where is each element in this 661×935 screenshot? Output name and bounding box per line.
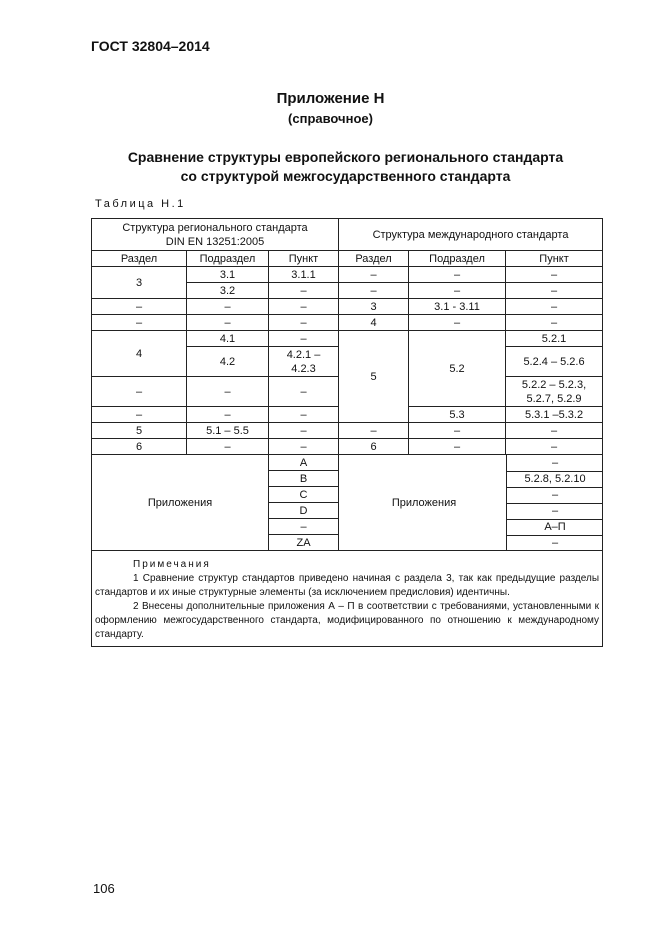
table-cell: – bbox=[409, 283, 506, 299]
col-header-clause: Пункт bbox=[506, 251, 603, 267]
regional-structure-header-line-1: Структура регионального стандарта bbox=[122, 221, 308, 234]
table-cell: 5.1 – 5.5 bbox=[187, 423, 269, 439]
table-cell: – bbox=[506, 439, 603, 455]
cell-line: 5.2.7, 5.2.9 bbox=[526, 392, 582, 405]
table-cell: – bbox=[339, 267, 409, 283]
table-cell: 6 bbox=[92, 439, 187, 455]
table-cell: C bbox=[269, 487, 339, 503]
table-cell: 5.3.1 –5.3.2 bbox=[506, 407, 603, 423]
table-cell: – bbox=[506, 503, 603, 519]
table-cell: – bbox=[269, 439, 339, 455]
standard-header: ГОСТ 32804–2014 bbox=[91, 38, 210, 54]
table-cell: 5 bbox=[339, 331, 409, 423]
note-2: 2 Внесены дополнительные приложения А – П в соответствии с требованиями, установленными к оформлению межгосударственного стандарта, модифицированного по отношению к международному стандарту. bbox=[95, 601, 600, 640]
table-cell: 3.2 bbox=[187, 283, 269, 299]
page-number: 106 bbox=[93, 881, 115, 896]
document-title bbox=[60, 148, 631, 186]
table-cell: – bbox=[409, 439, 506, 455]
table-cell: 5.2 bbox=[409, 331, 506, 407]
notes-row bbox=[92, 551, 603, 647]
table-cell: – bbox=[506, 455, 603, 471]
table-cell: 4.1 bbox=[187, 331, 269, 347]
notes-title: Примечания bbox=[133, 559, 211, 570]
table-row bbox=[92, 439, 603, 455]
table-cell: – bbox=[269, 519, 339, 535]
table-cell: 4 bbox=[92, 331, 187, 377]
table-cell: – bbox=[339, 283, 409, 299]
table-cell: – bbox=[187, 377, 269, 407]
table-caption: Таблица Н.1 bbox=[95, 198, 186, 210]
table-cell: – bbox=[92, 299, 187, 315]
table-cell: 5.3 bbox=[409, 407, 506, 423]
table-cell: – bbox=[92, 407, 187, 423]
table-cell: – bbox=[409, 315, 506, 331]
document-title-line-1: Сравнение структуры европейского регионального стандарта bbox=[127, 149, 564, 165]
col-header-clause: Пункт bbox=[269, 251, 339, 267]
table-cell bbox=[506, 377, 603, 407]
table-cell: – bbox=[187, 439, 269, 455]
table-cell: – bbox=[506, 423, 603, 439]
col-header-section: Раздел bbox=[92, 251, 187, 267]
table-cell: – bbox=[409, 423, 506, 439]
table-cell: – bbox=[187, 299, 269, 315]
annexes-cell: Приложения bbox=[92, 455, 269, 551]
table-row bbox=[92, 267, 603, 283]
table-cell: 3.1.1 bbox=[269, 267, 339, 283]
table-cell: 5.2.1 bbox=[506, 331, 603, 347]
document-title-line-2: со структурой межгосударственного стандарта bbox=[180, 168, 511, 184]
table-cell: – bbox=[506, 487, 603, 503]
table-cell: 5.2.4 – 5.2.6 bbox=[506, 347, 603, 377]
table-cell: 3 bbox=[92, 267, 187, 299]
table-cell: ZA bbox=[269, 535, 339, 551]
table-cell: 3 bbox=[339, 299, 409, 315]
annex-clause-column bbox=[506, 455, 603, 551]
table-row bbox=[92, 331, 603, 347]
col-header-subsection: Подраздел bbox=[409, 251, 506, 267]
table-cell: B bbox=[269, 471, 339, 487]
table-cell: – bbox=[506, 283, 603, 299]
table-cell: – bbox=[506, 267, 603, 283]
table-cell: – bbox=[187, 407, 269, 423]
table-row bbox=[92, 315, 603, 331]
table-cell: – bbox=[269, 423, 339, 439]
table-header-row bbox=[92, 219, 603, 251]
table-row bbox=[92, 423, 603, 439]
table-cell: А–П bbox=[506, 519, 603, 535]
table-cell bbox=[269, 347, 339, 377]
regional-standard-code: DIN EN 13251:2005 bbox=[165, 235, 265, 248]
cell-line: 4.2.1 – bbox=[286, 348, 321, 361]
table-cell: 4 bbox=[339, 315, 409, 331]
table-cell: 4.2 bbox=[187, 347, 269, 377]
table-cell: – bbox=[92, 315, 187, 331]
comparison-table bbox=[91, 218, 603, 647]
table-cell: – bbox=[269, 299, 339, 315]
table-cell: 3.1 bbox=[187, 267, 269, 283]
appendix-title: Приложение Н bbox=[276, 90, 385, 107]
col-header-section: Раздел bbox=[339, 251, 409, 267]
table-cell: – bbox=[269, 315, 339, 331]
note-1: 1 Сравнение структур стандартов приведено начиная с раздела 3, так как предыдущие разделы стандартов и их иные структурные элементы (за исключением предисловия) идентичны. bbox=[95, 573, 600, 598]
table-cell: – bbox=[506, 299, 603, 315]
table-cell: – bbox=[506, 315, 603, 331]
table-cell: – bbox=[269, 407, 339, 423]
table-cell: – bbox=[339, 423, 409, 439]
table-cell: D bbox=[269, 503, 339, 519]
column-headers-row bbox=[92, 251, 603, 267]
notes-cell bbox=[92, 551, 603, 647]
cell-line: 4.2.3 bbox=[291, 362, 316, 375]
table-cell: – bbox=[506, 535, 603, 551]
table-cell: – bbox=[409, 267, 506, 283]
table-cell: – bbox=[269, 377, 339, 407]
appendix-subtitle: (справочное) bbox=[288, 111, 373, 126]
cell-line: 5.2.2 – 5.2.3, bbox=[521, 378, 587, 391]
table-cell: 3.1 - 3.11 bbox=[409, 299, 506, 315]
col-header-subsection: Подраздел bbox=[187, 251, 269, 267]
table-cell: – bbox=[187, 315, 269, 331]
table-cell: 5 bbox=[92, 423, 187, 439]
table-cell: A bbox=[269, 455, 339, 471]
international-structure-header: Структура международного стандарта bbox=[339, 219, 603, 251]
regional-structure-header bbox=[92, 219, 339, 251]
table-cell: – bbox=[269, 283, 339, 299]
table-cell: 6 bbox=[339, 439, 409, 455]
table-cell: 5.2.8, 5.2.10 bbox=[506, 471, 603, 487]
table-cell: – bbox=[269, 331, 339, 347]
table-row bbox=[92, 299, 603, 315]
annexes-cell: Приложения bbox=[339, 455, 603, 551]
table-cell: – bbox=[92, 377, 187, 407]
